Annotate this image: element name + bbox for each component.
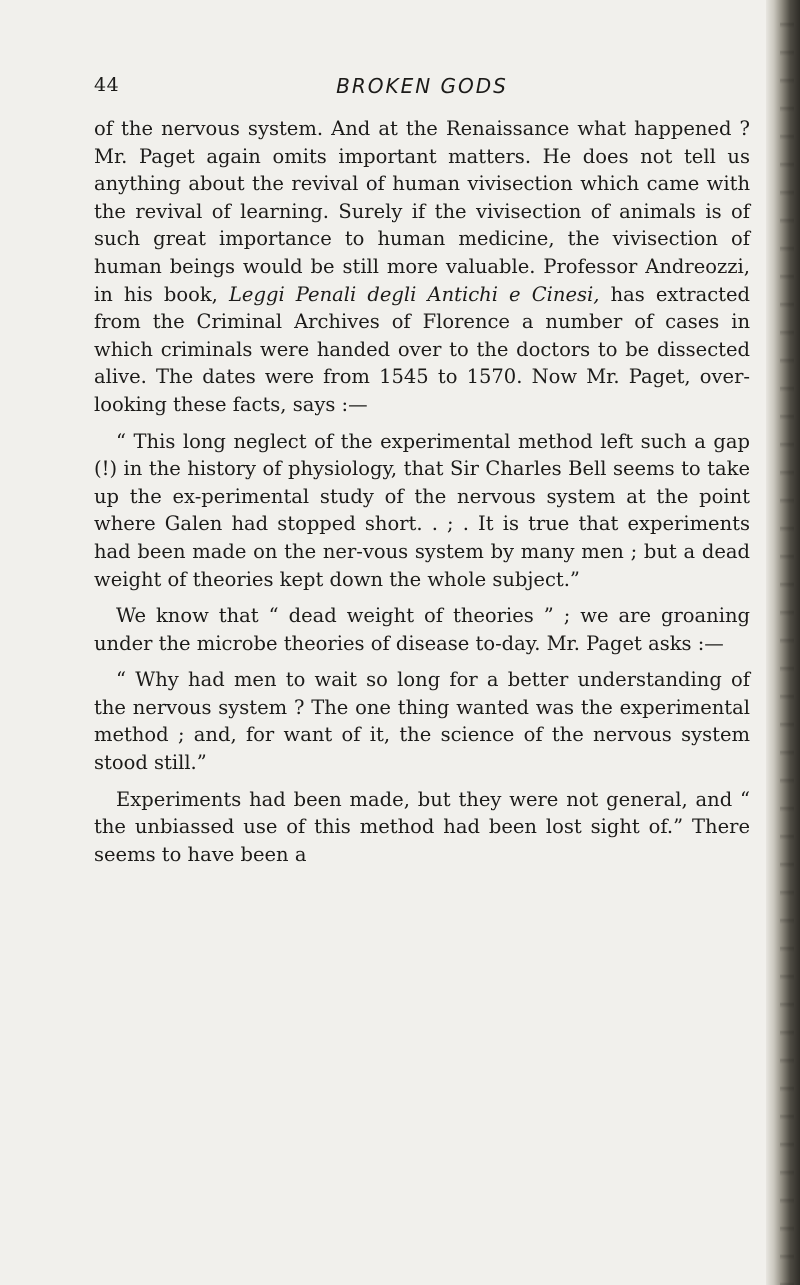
paragraph-1-part-a: of the nervous system. And at the Renaissance what happened ? Mr. Paget again omits important matters. He does not tell us anything about the revival of human vivisection which came with the revival of learning. Surely if the vivisection of animals is of such great importance to human medicine, the vivisection of human beings would be still more valuable. Professor Andreozzi, in his book, — [94, 117, 750, 306]
running-title: BROKEN GODS — [336, 74, 508, 98]
quotation-2: “ Why had men to wait so long for a better understanding of the nervous system ? The one thing wanted was the experimental method ; and, for want of it, the science of the nervous system stood still.” — [94, 668, 750, 775]
paragraph-2: We know that “ dead weight of theories ” ; we are groaning under the microbe theories of disease to-day. Mr. Paget asks :— — [94, 604, 750, 655]
paragraph-1-part-b: has extracted from the Criminal Archives of Florence a number of cases in which criminals were handed over to the doctors to be dissected alive. The dates were from 1545 to 1570. Now Mr. Paget, over-looking these facts, says :— — [94, 282, 750, 416]
quotation-1: “ This long neglect of the experimental method left such a gap (!) in the history of physiology, that Sir Charles Bell seems to take up the ex-perimental study of the nervous system at the point where Galen had stopped short. . ; . It is true that experiments had been made on the ner-vous system by many men ; but a dead weight of theories kept down the whole subject.” — [94, 429, 750, 591]
paragraph-1 — [94, 115, 750, 419]
paragraph-3: Experiments had been made, but they were not general, and “ the unbiassed use of this method had been lost sight of.” There seems to have been a — [94, 787, 750, 866]
page-header — [94, 74, 750, 108]
page-edge-texture — [780, 0, 794, 1285]
book-title: Leggi Penali degli Antichi e Cinesi, — [228, 282, 600, 306]
page-number: 44 — [94, 74, 120, 96]
body-text — [94, 115, 750, 868]
